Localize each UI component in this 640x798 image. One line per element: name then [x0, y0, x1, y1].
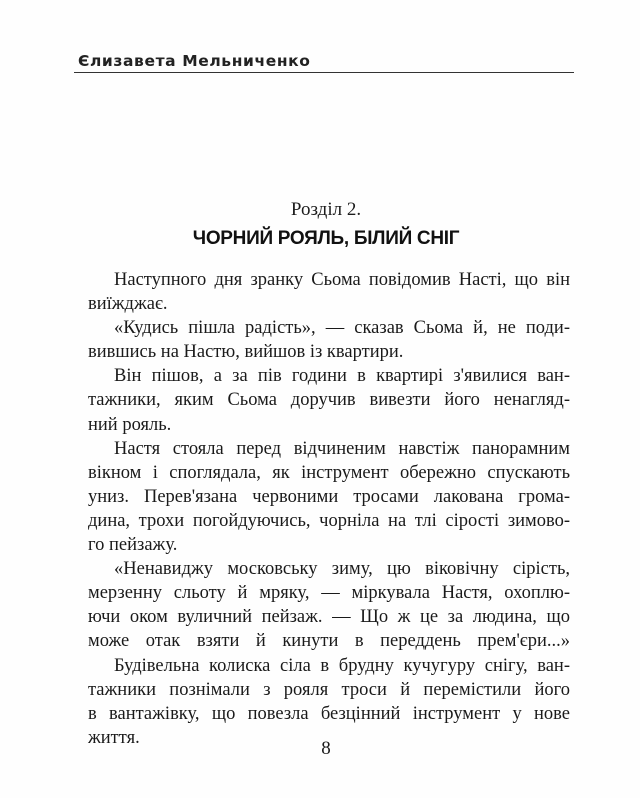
- text-line: тажники познімали з рояля троси й перемістили його: [88, 679, 570, 700]
- text-line: життя.: [88, 727, 140, 748]
- text-line: Будівельна колиска сіла в брудну кучугуру снігу, ван-: [114, 655, 570, 676]
- header-rule: [74, 72, 574, 73]
- text-line: ючи оком вуличний пейзаж. — Що ж це за людина, що: [88, 607, 570, 628]
- text-line: вікном і споглядала, як інструмент обережно спускають: [88, 462, 570, 483]
- text-line: униз. Перев'язана червоними тросами лакована грома-: [88, 486, 570, 507]
- text-line: вившись на Настю, вийшов із квартири.: [88, 342, 404, 363]
- text-line: тажники, яким Сьома доручив вивезти його ненагляд-: [88, 390, 570, 411]
- text-line: ний рояль.: [88, 414, 172, 435]
- text-line: виїжджає.: [88, 294, 168, 315]
- text-line: дина, трохи погойдуючись, чорніла на тлі сірості зимово-: [88, 510, 570, 531]
- body-text: [88, 268, 570, 750]
- page-number: 8: [321, 738, 331, 759]
- text-line: «Кудись пішла радість», — сказав Сьома й, не поди-: [114, 318, 570, 339]
- text-line: Наступного дня зранку Сьома повідомив Насті, що він: [114, 270, 570, 290]
- text-line: мерзенну сльоту й мряку, — міркувала Настя, охоплю-: [88, 583, 570, 604]
- chapter-number: Розділ 2.: [290, 199, 362, 220]
- text-line: «Ненавиджу московську зиму, цю віковічну сірість,: [114, 559, 570, 580]
- chapter-title: ЧОРНИЙ РОЯЛЬ, БІЛИЙ СНІГ: [192, 228, 460, 249]
- text-line: го пейзажу.: [88, 535, 178, 556]
- text-line: Настя стояла перед відчиненим навстіж панорамним: [114, 438, 570, 459]
- text-line: Він пішов, а за пів години в квартирі з'явилися ван-: [114, 366, 570, 387]
- text-line: в вантажівку, що повезла безцінний інструмент у нове: [88, 703, 570, 724]
- running-header-author: Єлизавета Мельниченко: [78, 52, 311, 70]
- text-line: може отак взяти й кинути в переддень прем'єри...»: [88, 631, 570, 652]
